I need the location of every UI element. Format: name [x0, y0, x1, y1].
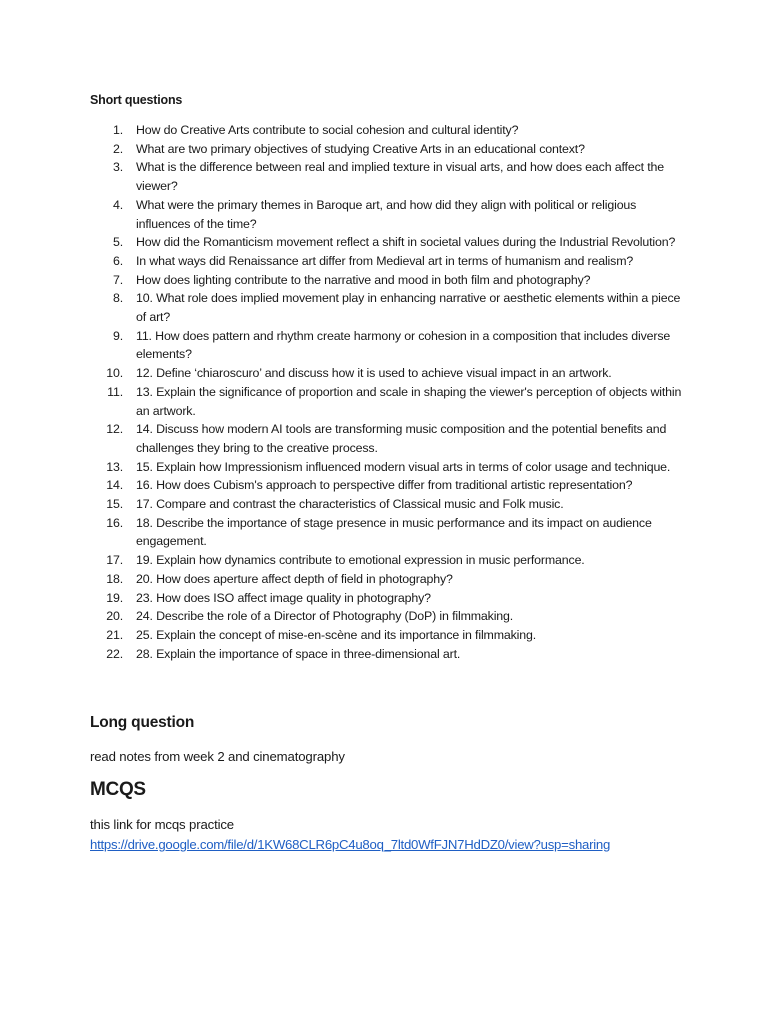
- question-item: [90, 121, 690, 140]
- question-text: How did the Romanticism movement reflect a shift in societal values during the Industrial Revolution?: [136, 235, 676, 250]
- question-text: 28. Explain the importance of space in three-dimensional art.: [136, 646, 461, 661]
- question-text: 25. Explain the concept of mise-en-scène and its importance in filmmaking.: [136, 627, 537, 642]
- question-text: 13. Explain the significance of proportion and scale in shaping the viewer's perception of objects within an artwork.: [136, 384, 682, 418]
- question-text: 19. Explain how dynamics contribute to emotional expression in music performance.: [136, 553, 585, 568]
- question-number: 15.: [106, 497, 123, 512]
- question-item: [90, 495, 690, 514]
- question-text: In what ways did Renaissance art differ from Medieval art in terms of humanism and realism?: [136, 253, 634, 268]
- question-text: 24. Describe the role of a Director of Photography (DoP) in filmmaking.: [136, 609, 514, 624]
- question-number: 6.: [112, 253, 123, 268]
- question-item: [90, 158, 690, 195]
- question-item: [90, 271, 690, 290]
- long-question-heading: Long question: [90, 714, 195, 731]
- question-number: 3.: [112, 160, 123, 175]
- short-questions-heading: Short questions: [90, 93, 183, 107]
- question-number: 19.: [106, 590, 123, 605]
- question-item: [90, 383, 690, 420]
- question-item: [90, 589, 690, 608]
- question-item: [90, 233, 690, 252]
- question-item: [90, 364, 690, 383]
- question-text: 12. Define ‘chiaroscuro’ and discuss how it is used to achieve visual impact in an artwork.: [136, 366, 612, 381]
- question-item: [90, 570, 690, 589]
- question-number: 14.: [106, 478, 123, 493]
- question-text: How does lighting contribute to the narrative and mood in both film and photography?: [136, 272, 591, 287]
- question-item: [90, 327, 690, 364]
- question-item: [90, 289, 690, 326]
- long-question-text: read notes from week 2 and cinematography: [90, 749, 345, 764]
- question-number: 12.: [106, 422, 123, 437]
- short-questions-list: [90, 121, 690, 663]
- question-item: [90, 140, 690, 159]
- question-text: What is the difference between real and implied texture in visual arts, and how does each affect the viewer?: [136, 160, 664, 194]
- question-item: [90, 645, 690, 664]
- question-text: 10. What role does implied movement play in enhancing narrative or aesthetic elements within a piece of art?: [136, 291, 681, 325]
- question-text: What were the primary themes in Baroque art, and how did they align with political or religious influences of the time?: [136, 197, 637, 231]
- question-text: 20. How does aperture affect depth of field in photography?: [136, 571, 453, 586]
- question-text: 11. How does pattern and rhythm create harmony or cohesion in a composition that includes diverse elements?: [136, 328, 671, 362]
- question-text: 17. Compare and contrast the characteristics of Classical music and Folk music.: [136, 497, 564, 512]
- question-item: [90, 476, 690, 495]
- question-number: 21.: [106, 627, 123, 642]
- question-item: [90, 420, 690, 457]
- question-number: 4.: [112, 197, 123, 212]
- question-number: 7.: [112, 272, 123, 287]
- question-number: 10.: [106, 366, 123, 381]
- question-text: 14. Discuss how modern AI tools are transforming music composition and the potential benefits and challenges they bring to the creative process.: [136, 422, 667, 455]
- question-number: 2.: [112, 141, 123, 156]
- mcqs-heading: MCQS: [90, 779, 146, 800]
- question-text: How do Creative Arts contribute to social cohesion and cultural identity?: [136, 123, 519, 137]
- mcqs-practice-link[interactable]: https://drive.google.com/file/d/1KW68CLR6pC4u8oq_7ltd0WfFJN7HdDZ0/view?usp=sharing: [90, 837, 611, 852]
- question-item: [90, 196, 690, 233]
- question-number: 5.: [112, 235, 123, 250]
- question-text: 18. Describe the importance of stage presence in music performance and its impact on audience engagement.: [136, 515, 652, 549]
- question-item: [90, 252, 690, 271]
- question-number: 18.: [106, 571, 123, 586]
- question-number: 17.: [106, 553, 123, 568]
- question-text: 16. How does Cubism's approach to perspective differ from traditional artistic representation?: [136, 478, 633, 493]
- question-number: 1.: [112, 123, 123, 137]
- question-item: [90, 607, 690, 626]
- question-number: 16.: [106, 515, 123, 530]
- question-number: 8.: [112, 291, 123, 306]
- mcqs-text: this link for mcqs practice: [90, 817, 234, 832]
- question-text: 23. How does ISO affect image quality in photography?: [136, 590, 431, 605]
- question-item: [90, 551, 690, 570]
- question-number: 9.: [112, 328, 123, 343]
- question-item: [90, 626, 690, 645]
- question-text: 15. Explain how Impressionism influenced modern visual arts in terms of color usage and technique.: [136, 459, 671, 474]
- question-number: 13.: [106, 459, 123, 474]
- question-text: What are two primary objectives of studying Creative Arts in an educational context?: [136, 141, 585, 156]
- question-item: [90, 514, 690, 551]
- question-item: [90, 458, 690, 477]
- question-number: 11.: [107, 384, 123, 399]
- question-number: 22.: [106, 646, 123, 661]
- question-number: 20.: [106, 609, 123, 624]
